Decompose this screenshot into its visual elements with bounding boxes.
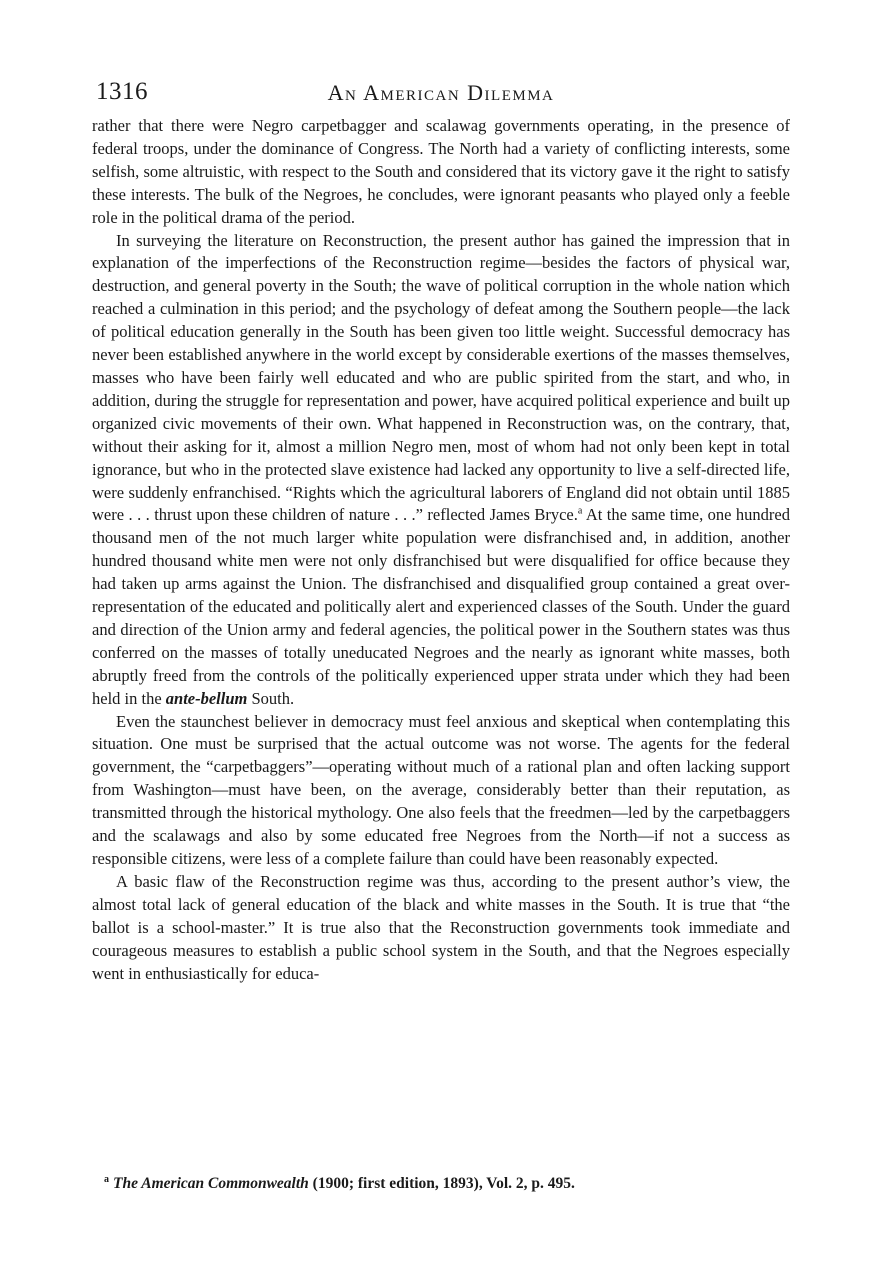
paragraph-2-text-b: At the same time, one hundred thousand men of the not much larger white population were disfranchised and, in addition, another hundred thousand white men were not only disfranchised but were disqualified for office because they had taken up arms against the Union. The disfranchised and disqualified group contained a great over-representation of the educated and politically alert and experienced classes of the South. Under the guard and direction of the Union army and federal agencies, the political power in the Southern states was thus conferred on the masses of totally uneducated Negroes and the nearly as ignorant white masses, both abruptly freed from the controls of the politically experienced upper strata under which they had been held in the — [92, 505, 790, 708]
paragraph-2-text-c: South. — [247, 688, 295, 708]
footnote-reference: a — [577, 505, 583, 517]
body-text — [92, 115, 790, 985]
footnote-marker: a — [104, 1174, 109, 1185]
paragraph-3: Even the staunchest believer in democracy must feel anxious and skeptical when contemplating this situation. One must be surprised that the actual outcome was not worse. The agents for the federal government, the “carpetbaggers”—operating without much of a rational plan and often lacking support from Washington—must have been, on the average, considerably better than their reputation, as transmitted through the historical mythology. One also feels that the freedmen—led by the carpetbaggers and the scalawags and also by some educated free Negroes from the North—if not a success as responsible citizens, were less of a complete failure than could have been reasonably expected. — [92, 711, 790, 868]
footnote — [104, 1174, 784, 1193]
paragraph-1: rather that there were Negro carpetbagger and scalawag governments operating, in the presence of federal troops, under the dominance of Congress. The North had a variety of conflicting interests, some selfish, some altruistic, with respect to the South and considered that its victory gave it the right to satisfy these interests. The bulk of the Negroes, he concludes, were ignorant peasants who played only a feeble role in the political drama of the period. — [92, 116, 790, 227]
footnote-citation: (1900; first edition, 1893), Vol. 2, p. 495. — [308, 1175, 575, 1193]
paragraph-2 — [92, 230, 790, 711]
ante-bellum-italic: ante-bellum — [165, 688, 248, 708]
page-header — [96, 78, 786, 110]
running-title: An American Dilemma — [327, 80, 555, 105]
footnote-title: The American Commonwealth — [113, 1175, 309, 1193]
paragraph-2-text-a: In surveying the literature on Reconstruction, the present author has gained the impression that in explanation of the imperfections of the Reconstruction regime—besides the factors of physical war, destruction, and general poverty in the South; the wave of political corruption in the whole nation which reached a culmination in this period; and the psychology of defeat among the Southern people—the lack of political education generally in the South has been given too little weight. Successful democracy has never been established anywhere in the world except by considerable exertions of the masses themselves, masses who have been fairly well educated and who are public spirited from the start, and who, in addition, during the struggle for representation and power, have acquired political experience and built up organized civic movements of their own. What happened in Reconstruction was, on the contrary, that, without their asking for it, almost a million Negro men, most of whom had not only been kept in total ignorance, but who in the protected slave existence had lacked any opportunity to live a self-directed life, were suddenly enfranchised. “Rights which the agricultural laborers of England did not obtain until 1885 were . . . thrust upon these children of nature . . .” reflected James Bryce. — [92, 230, 790, 525]
page-number: 1316 — [96, 78, 148, 105]
paragraph-4: A basic flaw of the Reconstruction regime was thus, according to the present author’s view, the almost total lack of general education of the black and white masses in the South. It is true that “the ballot is a school-master.” It is true also that the Reconstruction governments took immediate and courageous measures to establish a public school system in the South, and that the Negroes especially went in enthusiastically for educa- — [92, 871, 790, 983]
